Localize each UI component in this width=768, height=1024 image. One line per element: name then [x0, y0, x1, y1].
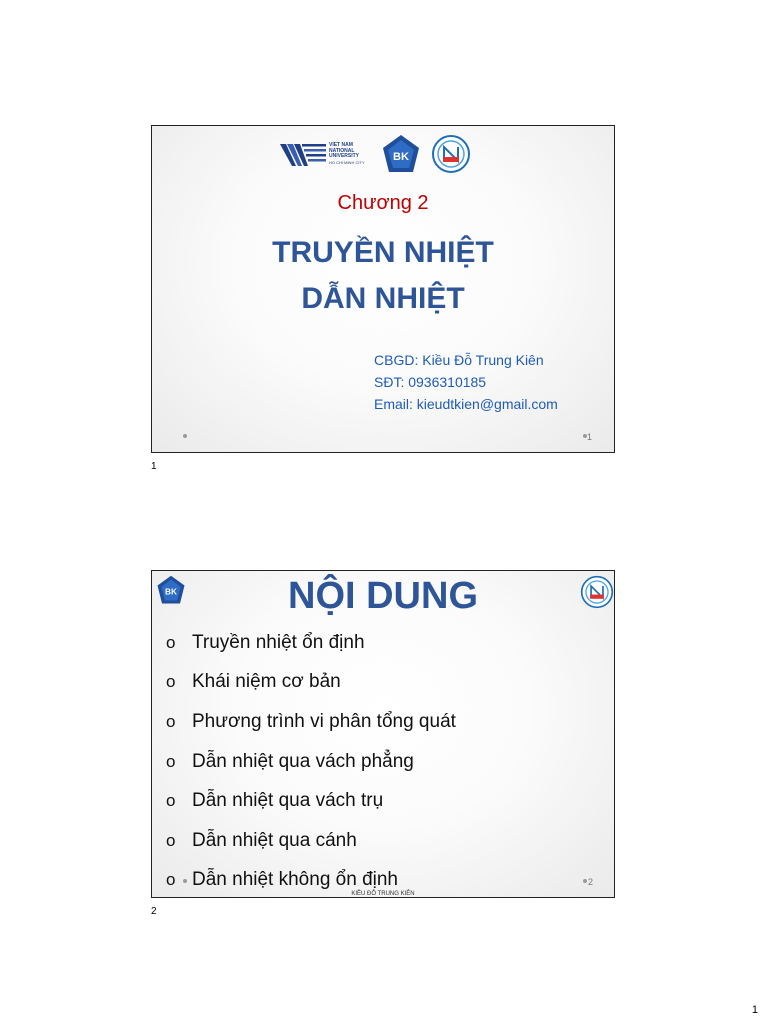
- slide-index-1: 1: [151, 461, 157, 472]
- footer-dot-left: [183, 879, 187, 883]
- bk-logo-icon: [381, 134, 421, 174]
- bullet-marker: o: [166, 791, 176, 811]
- content-list: [166, 623, 456, 898]
- slide-index-2: 2: [151, 906, 157, 917]
- footer-dot-left: [183, 434, 187, 438]
- list-item: [166, 821, 456, 861]
- list-item-text: Truyền nhiệt ổn định: [192, 631, 365, 653]
- slide-number: 2: [587, 877, 593, 887]
- chapter-label: Chương 2: [337, 192, 429, 214]
- slide-1: [151, 125, 615, 453]
- slide-2: [151, 570, 615, 898]
- title-line-2: DẪN NHIỆT: [301, 282, 465, 315]
- list-item-text: Dẫn nhiệt không ổn định: [192, 869, 398, 891]
- vnu-emblem-icon: [278, 138, 326, 170]
- slide-heading: NỘI DUNG: [288, 575, 478, 617]
- page-number: 1: [751, 1004, 758, 1016]
- faculty-logo-icon: [431, 134, 471, 174]
- bullet-marker: o: [166, 672, 176, 692]
- logo-bar: [278, 134, 471, 174]
- list-item: [166, 702, 456, 742]
- list-item-text: Dẫn nhiệt qua cánh: [192, 829, 357, 851]
- phone-info: SĐT: 0936310185: [374, 374, 487, 390]
- list-item: [166, 742, 456, 782]
- footer-dot-right: [583, 879, 587, 883]
- bk-logo-text: BK: [165, 587, 177, 597]
- list-item: [166, 623, 456, 663]
- bullet-marker: o: [166, 751, 176, 771]
- bullet-marker: o: [166, 870, 176, 890]
- email-info: Email: kieudtkien@gmail.com: [374, 396, 558, 412]
- bullet-marker: o: [166, 711, 176, 731]
- list-item-text: Khái niệm cơ bản: [192, 671, 341, 693]
- vnu-hcm-logo: [278, 138, 371, 170]
- bullet-marker: o: [166, 632, 176, 652]
- list-item: [166, 663, 456, 703]
- slide-number: 1: [586, 432, 592, 442]
- list-item-text: Dẫn nhiệt qua vách trụ: [192, 790, 384, 812]
- list-item: [166, 781, 456, 821]
- lecturer-info: CBGD: Kiều Đỗ Trung Kiên: [374, 352, 544, 368]
- vnu-logo-text: VIET NAM NATIONAL UNIVERSITY HO CHI MINH CITY: [329, 142, 365, 165]
- slide-footer-author: KIỀU ĐỖ TRUNG KIÊN: [351, 891, 415, 897]
- title-line-1: TRUYỀN NHIỆT: [272, 236, 494, 269]
- bullet-marker: o: [166, 830, 176, 850]
- bk-logo-text: BK: [393, 151, 409, 163]
- list-item-text: Dẫn nhiệt qua vách phẳng: [192, 750, 414, 772]
- list-item-text: Phương trình vi phân tổng quát: [192, 710, 456, 732]
